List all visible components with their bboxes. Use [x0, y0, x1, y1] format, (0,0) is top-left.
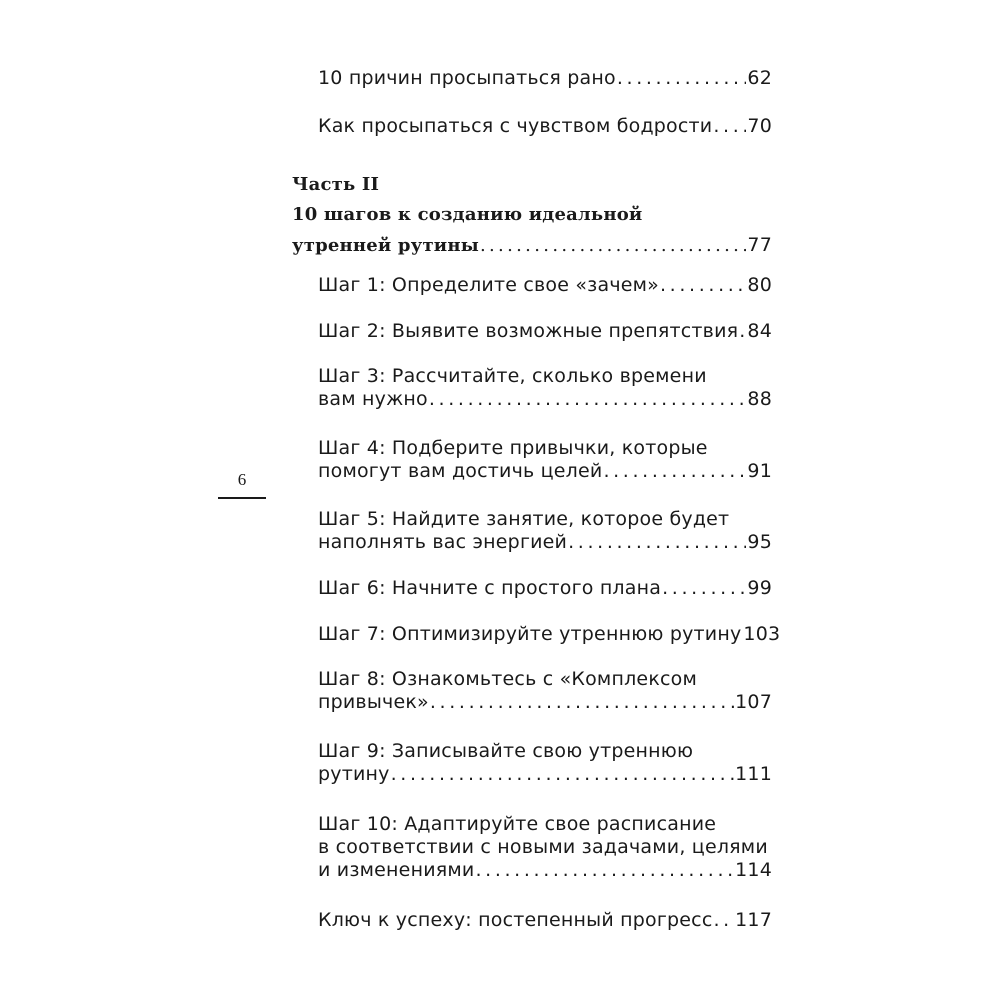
toc-entry-title: наполнять вас энергией	[318, 531, 568, 553]
dot-leader	[713, 909, 734, 932]
toc-entry-line	[318, 577, 772, 600]
dot-leader	[480, 231, 746, 261]
toc-entry	[318, 623, 781, 646]
toc-entry-line: Шаг 3: Рассчитайте, сколько времени	[318, 365, 707, 387]
toc-entry	[318, 577, 772, 600]
toc-entry	[318, 320, 772, 343]
toc-entry-line	[318, 67, 772, 90]
toc-page-number: 70	[747, 115, 772, 137]
toc-entry-line	[318, 115, 772, 138]
toc-entry-title: Шаг 6: Начните с простого плана	[318, 577, 662, 599]
toc-page-number: 95	[747, 531, 772, 553]
toc-entry-title: рутину	[318, 763, 390, 785]
toc-page-number: 62	[747, 67, 772, 89]
toc-entry-title: Как просыпаться с чувством бодрости	[318, 115, 713, 137]
toc-entry-title: Ключ к успеху: постепенный прогресс	[318, 909, 713, 931]
toc-entry	[318, 508, 772, 554]
dot-leader	[617, 67, 747, 90]
toc-page-number: 111	[735, 763, 772, 785]
toc-entry-line: Шаг 5: Найдите занятие, которое будет	[318, 508, 730, 530]
toc-entry-line	[318, 320, 772, 343]
part-title-line: 10 шагов к созданию идеальной	[292, 204, 643, 225]
part-label: Часть II	[292, 174, 380, 195]
toc-page-number: 84	[747, 320, 772, 342]
toc-entry	[318, 740, 772, 786]
toc-page-number: 80	[747, 274, 772, 296]
dot-leader	[429, 388, 747, 411]
dot-leader	[391, 763, 735, 786]
toc-entry-title: помогут вам достичь целей	[318, 460, 603, 482]
dot-leader	[475, 859, 734, 882]
toc-entry-line	[318, 460, 772, 483]
toc-entry-title: 10 причин просыпаться рано	[318, 67, 616, 89]
toc-entry-line	[318, 691, 772, 714]
toc-entry-title: Шаг 1: Определите свое «зачем»	[318, 274, 659, 296]
dot-leader	[603, 460, 746, 483]
dot-leader	[739, 320, 746, 343]
toc-entry-line	[318, 388, 772, 411]
page-number-rule	[218, 497, 266, 499]
toc-page-number: 88	[747, 388, 772, 410]
toc-entry	[318, 668, 772, 714]
toc-entry	[318, 909, 772, 932]
toc-entry-line	[318, 623, 781, 646]
toc-page-number: 103	[743, 623, 781, 645]
toc-entry-line: Шаг 9: Записывайте свою утреннюю	[318, 740, 694, 762]
toc-page-number: 107	[735, 691, 772, 713]
toc-part-heading	[292, 170, 772, 261]
toc-entry-line: в соответствии с новыми задачами, целями	[318, 836, 768, 858]
toc-page-number: 114	[735, 859, 772, 881]
toc-entry	[318, 67, 772, 90]
toc-entry	[318, 813, 772, 882]
toc-entry-line	[292, 230, 772, 261]
toc-entry	[318, 437, 772, 483]
toc-entry-line: Шаг 10: Адаптируйте свое расписание	[318, 813, 717, 835]
toc-entry-title: и изменениями	[318, 859, 475, 881]
toc-page-number: 99	[747, 577, 772, 599]
toc-page-number: 117	[735, 909, 772, 931]
toc-entry-title: Шаг 2: Выявите возможные препятствия	[318, 320, 739, 342]
toc-entry	[318, 115, 772, 138]
toc-entry-line	[318, 909, 772, 932]
toc-entry-title: вам нужно	[318, 388, 428, 410]
dot-leader	[662, 577, 746, 600]
toc-page-number: 77	[747, 234, 772, 256]
toc-page-number: 91	[747, 460, 772, 482]
toc-entry-line	[318, 763, 772, 786]
toc-entry	[318, 274, 772, 297]
toc-entry-title: Шаг 7: Оптимизируйте утреннюю рутину	[318, 623, 742, 645]
dot-leader	[713, 115, 746, 138]
dot-leader	[568, 531, 746, 554]
toc-entry	[318, 365, 772, 411]
page-number: 6	[237, 470, 247, 489]
toc-entry-line	[318, 859, 772, 882]
dot-leader	[660, 274, 746, 297]
toc-entry-line	[318, 531, 772, 554]
toc-entry-line: Шаг 4: Подберите привычки, которые	[318, 437, 708, 459]
toc-entry-title: привычек»	[318, 691, 429, 713]
toc-entry-line: Шаг 8: Ознакомьтесь с «Комплексом	[318, 668, 698, 690]
toc-entry-title: утренней рутины	[292, 235, 479, 256]
toc-entry-line	[318, 274, 772, 297]
dot-leader	[430, 691, 734, 714]
